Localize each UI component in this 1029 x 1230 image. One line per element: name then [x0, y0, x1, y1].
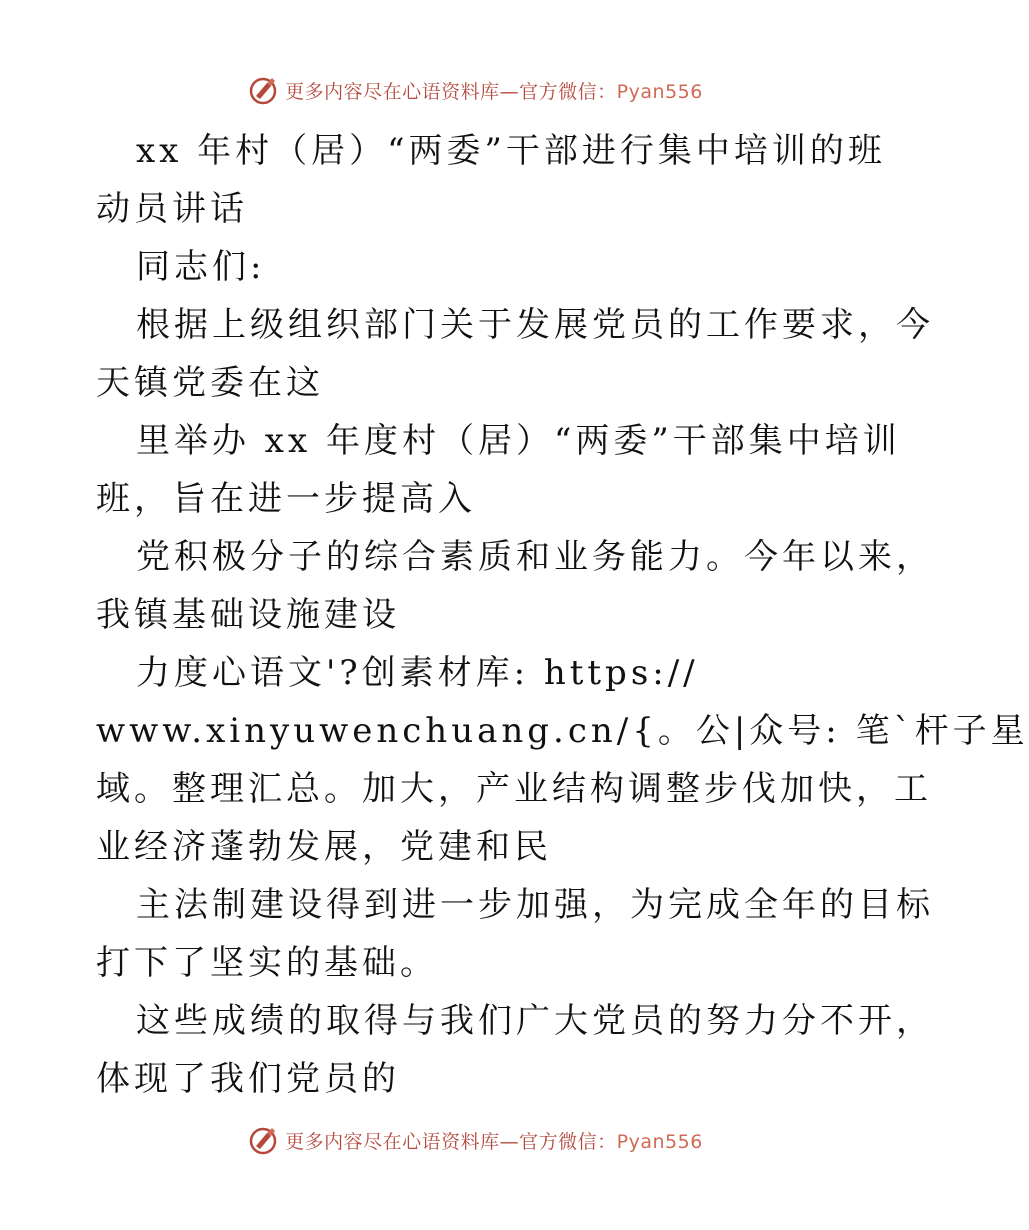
- watermark-handle: Pyan556: [616, 80, 703, 103]
- doc-line: 我镇基础设施建设: [96, 595, 400, 635]
- doc-line: 里举办 xx 年度村（居）“两委”干部集中培训: [136, 421, 901, 461]
- pen-logo-icon: [247, 1124, 279, 1156]
- doc-line: www.xinyuwenchuang.cn/{。公|众号: 笔`杆子星: [96, 711, 1029, 751]
- footer-watermark-banner: [0, 1120, 950, 1160]
- doc-line: 这些成绩的取得与我们广大党员的努力分不开，: [136, 1001, 934, 1041]
- document-body: [96, 122, 1029, 1108]
- watermark-text: 更多内容尽在心语资料库—官方微信：Pyan556: [285, 80, 703, 103]
- doc-line-title-2: 动员讲话: [96, 189, 248, 229]
- doc-line: 党积极分子的综合素质和业务能力。今年以来，: [136, 537, 934, 577]
- doc-line: 域。整理汇总。加大，产业结构调整步伐加快，工: [96, 769, 932, 809]
- doc-line: 业经济蓬勃发展，党建和民: [96, 827, 552, 867]
- pen-logo-icon: [247, 74, 279, 106]
- header-watermark-banner: [0, 70, 950, 110]
- doc-line: 根据上级组织部门关于发展党员的工作要求，今: [136, 305, 934, 345]
- watermark-text: 更多内容尽在心语资料库—官方微信：Pyan556: [285, 1130, 703, 1153]
- doc-line: 打下了坚实的基础。: [96, 943, 438, 983]
- doc-line-salutation: 同志们:: [136, 247, 266, 287]
- doc-line: 天镇党委在这: [96, 363, 324, 403]
- doc-line: 主法制建设得到进一步加强，为完成全年的目标: [136, 885, 934, 925]
- watermark-handle: Pyan556: [616, 1130, 703, 1153]
- doc-line-title-1: xx 年村（居）“两委”干部进行集中培训的班: [136, 131, 886, 171]
- doc-line: 班，旨在进一步提高入: [96, 479, 476, 519]
- doc-line: 力度心语文'?创素材库: https://: [136, 653, 699, 693]
- doc-line: 体现了我们党员的: [96, 1059, 400, 1099]
